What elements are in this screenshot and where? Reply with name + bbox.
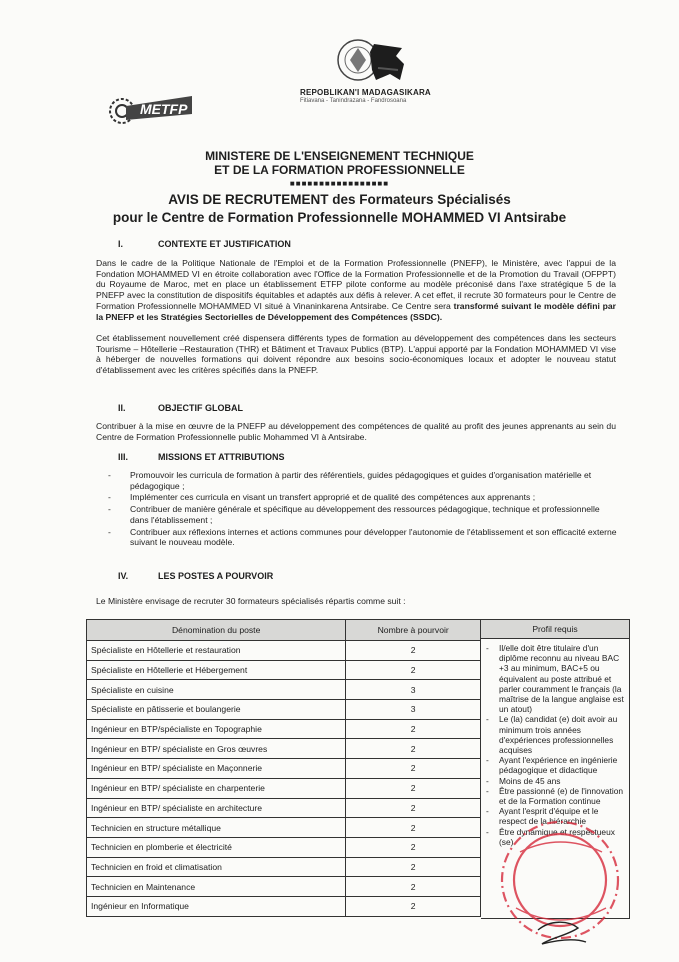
- post-count: 2: [346, 818, 481, 838]
- table-row: [87, 818, 481, 838]
- table-row: [87, 680, 481, 700]
- post-name: Spécialiste en pâtisserie et boulangerie: [87, 700, 346, 720]
- ministry-line-1: MINISTERE DE L'ENSEIGNEMENT TECHNIQUE: [205, 149, 474, 163]
- profil-item: - Être passionné (e) de l'innovation et de la Formation continue: [481, 786, 629, 806]
- header-nombre: Nombre à pourvoir: [346, 620, 481, 641]
- table-row: [87, 857, 481, 877]
- post-name: Ingénieur en BTP/ spécialiste en architecture: [87, 798, 346, 818]
- metfp-logo: [100, 86, 200, 136]
- section-number: II.: [118, 403, 126, 413]
- post-count: 3: [346, 700, 481, 720]
- profil-item: - Être dynamique et respectueux (se): [481, 827, 629, 847]
- gov-name: REPOBLIKAN'I MADAGASIKARA: [300, 88, 431, 97]
- table-row: [87, 719, 481, 739]
- header-denomination: Dénomination du poste: [87, 620, 346, 641]
- notice-title: AVIS DE RECRUTEMENT des Formateurs Spécialisés: [168, 192, 511, 207]
- profil-item: - Moins de 45 ans: [481, 776, 629, 786]
- mission-item: - Promouvoir les curricula de formation à partir des référentiels, guides pédagogiques et guides d'organisation matérielle et pédagogique ;: [108, 470, 620, 491]
- post-count: 2: [346, 837, 481, 857]
- post-count: 2: [346, 778, 481, 798]
- post-count: 2: [346, 896, 481, 916]
- objectif-paragraph: Contribuer à la mise en œuvre de la PNEFP au développement des compétences de qualité au profit des jeunes apprenants au sein du Centre de Formation Professionnelle public Mohammed VI à Antsirabe.: [96, 421, 616, 442]
- table-row: [87, 837, 481, 857]
- profil-item: - Il/elle doit être titulaire d'un diplôme reconnu au niveau BAC +3 au minimum, BAC+5 ou équivalent au poste attribué et parler couramment le français (la maîtrise de la langue anglaise est un atout): [481, 643, 629, 714]
- header-profil: Profil requis: [481, 620, 629, 639]
- contexte-paragraph-1: [96, 258, 616, 322]
- mission-item: - Contribuer aux réflexions internes et actions communes pour développer l'autonomie de l'établissement et son efficacité externe suivant le nouveau modèle.: [108, 527, 620, 548]
- notice-subtitle: pour le Centre de Formation Professionnelle MOHAMMED VI Antsirabe: [112, 210, 567, 225]
- section-number: IV.: [118, 571, 129, 581]
- post-count: 2: [346, 877, 481, 897]
- post-count: 2: [346, 759, 481, 779]
- section-title: MISSIONS ET ATTRIBUTIONS: [158, 452, 285, 462]
- post-count: 2: [346, 660, 481, 680]
- section-title: CONTEXTE ET JUSTIFICATION: [158, 239, 291, 249]
- table-row: [87, 896, 481, 916]
- mission-item: - Implémenter ces curricula en visant un transfert approprié et de qualité des compétences aux apprenants ;: [108, 492, 620, 503]
- table-row: [87, 739, 481, 759]
- ministry-line-2: ET DE LA FORMATION PROFESSIONNELLE: [214, 163, 465, 177]
- profil-item: - Ayant l'esprit d'équipe et le respect de la hiérarchie: [481, 806, 629, 826]
- post-name: Technicien en froid et climatisation: [87, 857, 346, 877]
- separator: ■■■■■■■■■■■■■■■■■: [289, 179, 390, 188]
- post-count: 2: [346, 857, 481, 877]
- profil-item: - Le (la) candidat (e) doit avoir au minimum trois années d'expériences professionnelles acquises: [481, 714, 629, 755]
- post-name: Ingénieur en BTP/ spécialiste en Gros œuvres: [87, 739, 346, 759]
- table-row: [87, 700, 481, 720]
- section-title: LES POSTES A POURVOIR: [158, 571, 274, 581]
- postes-intro: Le Ministère envisage de recruter 30 formateurs spécialisés répartis comme suit :: [96, 596, 406, 606]
- section-number: I.: [118, 239, 124, 249]
- table-row: [87, 660, 481, 680]
- table-row: [87, 778, 481, 798]
- mission-item: - Contribuer de manière générale et spécifique au développement des ressources pédagogique, technique et professionnelle dans l'établissement ;: [108, 504, 620, 525]
- missions-list: [108, 470, 620, 549]
- post-count: 2: [346, 641, 481, 661]
- post-name: Technicien en Maintenance: [87, 877, 346, 897]
- post-name: Ingénieur en BTP/ spécialiste en charpenterie: [87, 778, 346, 798]
- post-count: 2: [346, 719, 481, 739]
- table-row: [87, 641, 481, 661]
- table-header-row: [87, 620, 481, 641]
- table-row: [87, 798, 481, 818]
- post-name: Ingénieur en Informatique: [87, 896, 346, 916]
- post-name: Ingénieur en BTP/spécialiste en Topographie: [87, 719, 346, 739]
- post-name: Spécialiste en cuisine: [87, 680, 346, 700]
- post-count: 3: [346, 680, 481, 700]
- table-row: [87, 759, 481, 779]
- postes-grid: [86, 619, 481, 917]
- profil-item: - Ayant l'expérience en ingénierie pédagogique et didactique: [481, 755, 629, 775]
- svg-text:METFP: METFP: [140, 101, 188, 117]
- section-title: OBJECTIF GLOBAL: [158, 403, 243, 413]
- official-stamp: [480, 812, 670, 962]
- post-count: 2: [346, 798, 481, 818]
- table-row: [87, 877, 481, 897]
- post-count: 2: [346, 739, 481, 759]
- post-name: Ingénieur en BTP/ spécialiste en Maçonnerie: [87, 759, 346, 779]
- gov-motto: Fitiavana - Tanindrazana - Fandrosoana: [300, 98, 407, 104]
- post-name: Spécialiste en Hôtellerie et Hébergement: [87, 660, 346, 680]
- post-name: Technicien en structure métallique: [87, 818, 346, 838]
- contexte-text: Dans le cadre de la Politique Nationale de l'Emploi et de la Formation Professionnelle (PNEFP), le Ministère, avec l'appui de la Fondation MOHAMMED VI en étroite collaboration avec l'Office de la Formation Professionnelle et de la Promotion du Travail (OFPPT) du Royaume de Maroc, met en place un établissement ETFP pilote conforme au modèle préconisé dans l'axe stratégique 5 de la PNEFP avec la constitution de dispositifs équitables et adaptés aux défis à relever. A cet effet, il recrute 30 formateurs pour le Centre de Formation Professionnelle MOHAMMED VI situé à Vinaninkarena Antsirabe. Ce Centre sera: [96, 258, 616, 311]
- contexte-paragraph-2: Cet établissement nouvellement créé dispensera différents types de formation au développement des compétences dans les secteurs Tourisme – Hôtellerie –Restauration (THR) et Bâtiment et Travaux Publics (BTP). L'appui apporté par la Fondation MOHAMMED VI vise à héberger de nouvelles formations qui doivent répondre aux besoins socio-économiques locaux et adopter le nouveau statut d'établissement avec les critères spécifiés dans la PNEFP.: [96, 333, 616, 376]
- post-name: Technicien en plomberie et électricité: [87, 837, 346, 857]
- section-number: III.: [118, 452, 129, 462]
- post-name: Spécialiste en Hôtellerie et restauration: [87, 641, 346, 661]
- contexte-bold-text: transformé suivant le modèle défini par la PNEFP et les Stratégies Sectorielles de Développement des Compétences (SSDC).: [96, 300, 616, 322]
